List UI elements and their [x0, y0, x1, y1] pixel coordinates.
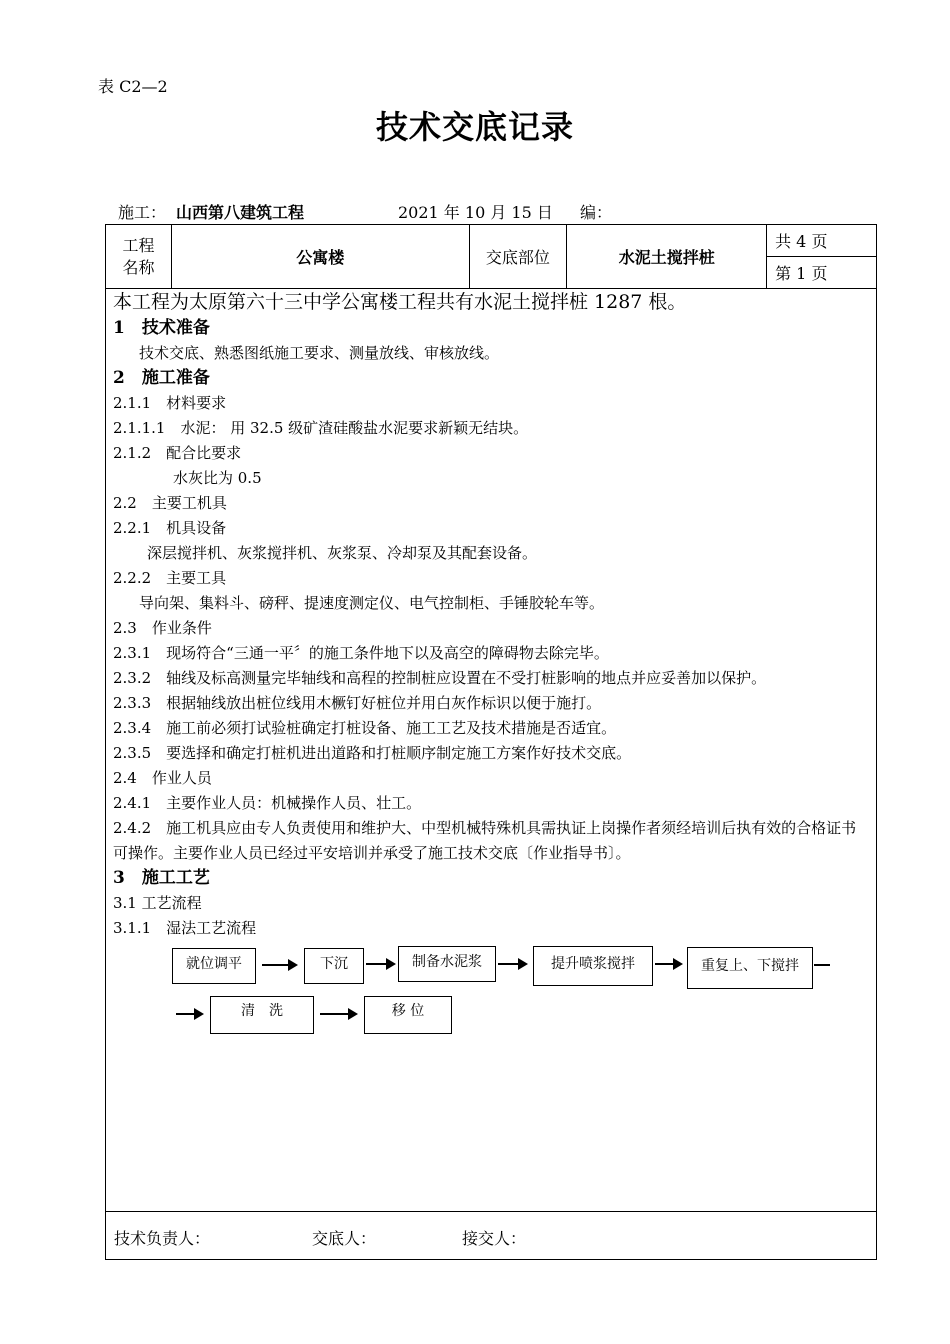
- flow-arrow-2: [366, 963, 394, 965]
- section-3-title: 3 施工工艺: [113, 868, 210, 888]
- flow-step-5: 重复上、下搅拌: [687, 947, 813, 989]
- item-2-4-2: 2.4.2 施工机具应由专人负责使用和维护大、中型机械特殊机具需执证上岗操作者须经培训后执有效的合格证书可操作。主要作业人员已经过平安培训并承受了施工技术交底〔作业指导书〕。: [113, 819, 857, 862]
- section-1-text: 技术交底、熟悉图纸施工要求、测量放线、审核放线。: [139, 344, 500, 362]
- item-2-2-1: 2.2.1 机具设备: [113, 519, 227, 537]
- disclosure-part-label: 交底部位: [469, 225, 567, 289]
- section-1-title: 1 技术准备: [113, 318, 210, 338]
- project-name-label: 工程 名称: [106, 225, 172, 289]
- item-2-2: 2.2 主要工机具: [113, 494, 227, 512]
- item-2-1-1-1: 2.1.1.1 水泥： 用 32.5 级矿渣硅酸盐水泥要求新颖无结块。: [113, 419, 529, 437]
- item-2-4: 2.4 作业人员: [113, 769, 212, 787]
- document-title: 技术交底记录: [375, 108, 574, 146]
- flow-step-7: 移 位: [364, 996, 452, 1034]
- item-2-1-1: 2.1.1 材料要求: [113, 394, 227, 412]
- content-body: [113, 288, 871, 941]
- item-2-1-2-text: 水灰比为 0.5: [173, 469, 262, 487]
- item-3-1-1: 3.1.1 湿法工艺流程: [113, 919, 257, 937]
- item-2-3-1: 2.3.1 现场符合“三通一平〞的施工条件地下以及高空的障碍物去除完毕。: [113, 644, 609, 662]
- total-pages: 共 4 页: [767, 225, 877, 257]
- page-number: 第 1 页: [767, 257, 877, 289]
- header-table: [105, 224, 877, 289]
- disclosure-part-value: 水泥土搅拌桩: [567, 225, 767, 289]
- flow-connector: [814, 964, 830, 966]
- item-2-2-2-text: 导向架、集料斗、磅秤、提速度测定仪、电气控制柜、手锤胶轮车等。: [139, 594, 605, 612]
- document-date: 2021 年 10 月 15 日: [398, 203, 553, 222]
- tech-lead-label: 技术负责人：: [114, 1229, 211, 1248]
- item-3-1: 3.1 工艺流程: [113, 894, 202, 912]
- flow-step-3: 制备水泥浆: [398, 946, 496, 982]
- flow-step-2: 下沉: [304, 948, 364, 984]
- item-2-3: 2.3 作业条件: [113, 619, 212, 637]
- form-number: 表 C2—2: [98, 77, 168, 96]
- construction-unit: 山西第八建筑工程: [176, 203, 305, 222]
- item-2-3-3: 2.3.3 根据轴线放出桩位线用木橛钉好桩位并用白灰作标识以便于施打。: [113, 694, 602, 712]
- flow-step-4: 提升喷浆搅拌: [533, 946, 653, 986]
- item-2-2-2: 2.2.2 主要工具: [113, 569, 227, 587]
- item-2-4-1: 2.4.1 主要作业人员：机械操作人员、壮工。: [113, 794, 422, 812]
- flow-arrow-5: [176, 1013, 202, 1015]
- receiver-label: 接交人：: [462, 1229, 527, 1248]
- item-2-3-2: 2.3.2 轴线及标高测量完毕轴线和高程的控制桩应设置在不受打桩影响的地点并应妥善加以保护。: [113, 669, 767, 687]
- section-2-title: 2 施工准备: [113, 368, 210, 388]
- flow-step-6: 清 洗: [210, 996, 314, 1034]
- item-2-1-2: 2.1.2 配合比要求: [113, 444, 242, 462]
- flow-arrow-1: [262, 964, 296, 966]
- discloser-label: 交底人：: [312, 1229, 377, 1248]
- edit-label: 编：: [580, 203, 613, 222]
- item-2-3-5: 2.3.5 要选择和确定打桩机进出道路和打桩顺序制定施工方案作好技术交底。: [113, 744, 632, 762]
- flow-step-1: 就位调平: [172, 948, 256, 984]
- construction-label: 施工：: [118, 203, 167, 222]
- flow-arrow-3: [498, 963, 526, 965]
- item-2-2-1-text: 深层搅拌机、灰浆搅拌机、灰浆泵、冷却泵及其配套设备。: [147, 544, 538, 562]
- flow-arrow-6: [320, 1013, 356, 1015]
- intro-text: 本工程为太原第六十三中学公寓楼工程共有水泥土搅拌桩 1287 根。: [113, 291, 687, 313]
- item-2-3-4: 2.3.4 施工前必须打试验桩确定打桩设备、施工工艺及技术措施是否适宜。: [113, 719, 617, 737]
- project-name-value: 公寓楼: [171, 225, 469, 289]
- footer-divider: [105, 1211, 877, 1212]
- flow-arrow-4: [655, 963, 681, 965]
